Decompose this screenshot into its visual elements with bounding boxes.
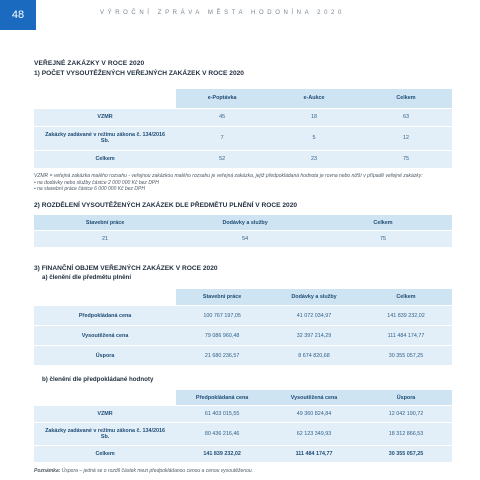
table-header-cell: Předpokládaná cena (176, 390, 268, 405)
row-label: VZMR (34, 108, 176, 126)
row-label: Celkem (34, 445, 176, 462)
table-cell: 45 (176, 108, 268, 126)
table-header-cell: Dodávky a služby (176, 215, 314, 230)
bullet-text: na stavební práce částce 6 000 000 Kč bez DPH (37, 185, 145, 192)
table-cell: 32 397 214,29 (268, 326, 360, 346)
bullet-item: • na dodávky nebo služby částce 2 000 000 Kč bez DPH (34, 179, 159, 186)
table-cell: 23 (268, 150, 360, 168)
bullet-text: na dodávky nebo služby částce 2 000 000 Kč bez DPH (37, 179, 159, 186)
row-label: Zakázky zadávané v režimu zákona č. 134/2016 Sb. (34, 422, 176, 445)
table-row (34, 126, 452, 150)
table-cell: 141 839 232,02 (176, 445, 268, 462)
row-label: Předpokládaná cena (34, 306, 176, 326)
part3b-title: b) členění dle předpokládané hodnoty (42, 376, 154, 384)
table-cell: 54 (176, 230, 314, 247)
table-header-cell (34, 89, 176, 108)
table-header-row (34, 390, 452, 405)
table-header-cell: e-Aukce (268, 89, 360, 108)
table-row (34, 326, 452, 346)
table-row (34, 346, 452, 366)
table-header-cell: Stavební práce (34, 215, 176, 230)
row-label: VZMR (34, 405, 176, 422)
table-row (34, 422, 452, 445)
table-header-row (34, 89, 452, 108)
table-cell: 79 086 960,48 (176, 326, 268, 346)
row-label: Vysoutěžená cena (34, 326, 176, 346)
table-row (34, 445, 452, 462)
footnote-text: Úspora – jedná se o rozdíl částek mezi předpokládanou cenou a cenou vysoutěženou. (60, 467, 254, 474)
table-cell: 75 (360, 150, 452, 168)
vzmr-note: VZMR = veřejná zakázka malého rozsahu - veřejnou zakázkou malého rozsahu je veřejná zakázka, jejíž předpokládaná hodnota je rovna nebo nižší v případě veřejné zakázky: (34, 172, 423, 179)
table-header-cell: Celkem (360, 289, 452, 306)
table-cell: 61 403 015,55 (176, 405, 268, 422)
table-cell: 52 (176, 150, 268, 168)
table-cell: 7 (176, 126, 268, 150)
table-cell: 18 312 866,53 (360, 422, 452, 445)
table-row (34, 405, 452, 422)
part1-title: 1) POČET VYSOUTĚŽENÝCH VEŘEJNÝCH ZAKÁZEK V ROCE 2020 (34, 70, 244, 77)
table-cell: 80 436 216,46 (176, 422, 268, 445)
table-row (34, 150, 452, 168)
row-label: Úspora (34, 346, 176, 366)
table-cell: 49 360 824,84 (268, 405, 360, 422)
table-header-cell: Vysoutěžená cena (268, 390, 360, 405)
part3-title: 3) FINANČNÍ OBJEM VEŘEJNÝCH ZAKÁZEK V ROCE 2020 (34, 264, 218, 272)
running-title: VÝROČNÍ ZPRÁVA MĚSTA HODONÍNA 2020 (100, 10, 345, 16)
table-financial-subject (34, 289, 452, 367)
table-header-cell: Stavební práce (176, 289, 268, 306)
table-cell: 18 (268, 108, 360, 126)
table-header-cell (34, 289, 176, 306)
table-header-cell: Úspora (360, 390, 452, 405)
table-cell: 21 (34, 230, 176, 247)
table-cell: 30 355 057,25 (360, 346, 452, 366)
row-label: Zakázky zadávané v režimu zákona č. 134/2016 Sb. (34, 126, 176, 150)
table-count (34, 89, 452, 169)
bullet-item: • na stavební práce částce 6 000 000 Kč bez DPH (34, 185, 145, 192)
table-cell: 30 355 057,25 (360, 445, 452, 462)
table-header-cell (34, 390, 176, 405)
table-cell: 12 042 190,72 (360, 405, 452, 422)
table-subject (34, 215, 452, 248)
page-number: 48 (0, 0, 36, 30)
table-cell: 5 (268, 126, 360, 150)
table-cell: 41 072 034,97 (268, 306, 360, 326)
table-cell: 21 680 236,57 (176, 346, 268, 366)
section-title: VEŘEJNÉ ZAKÁZKY V ROCE 2020 (34, 60, 145, 67)
table-cell: 8 674 820,68 (268, 346, 360, 366)
table-header-cell: e-Poptávka (176, 89, 268, 108)
table-header-row (34, 289, 452, 306)
table-financial-value (34, 390, 452, 463)
table-cell: 75 (314, 230, 452, 247)
part3a-title: a) členění dle předmětu plnění (42, 273, 132, 281)
part2-title: 2) ROZDĚLENÍ VYSOUTĚŽENÝCH ZAKÁZEK DLE PŘEDMĚTU PLNĚNÍ V ROCE 2020 (34, 202, 298, 210)
row-label: Celkem (34, 150, 176, 168)
table-header-cell: Celkem (314, 215, 452, 230)
footnote (34, 468, 452, 474)
table-cell: 111 484 174,77 (360, 326, 452, 346)
table-row (34, 108, 452, 126)
footnote-label: Poznámka: (34, 467, 61, 474)
table-header-cell: Dodávky a služby (268, 289, 360, 306)
table-cell: 12 (360, 126, 452, 150)
table-cell: 111 484 174,77 (268, 445, 360, 462)
table-header-cell: Celkem (360, 89, 452, 108)
table-header-row (34, 215, 452, 230)
main-content (34, 60, 452, 474)
table-cell: 141 839 232,02 (360, 306, 452, 326)
table-cell: 63 (360, 108, 452, 126)
table-cell: 100 767 197,05 (176, 306, 268, 326)
table-row (34, 306, 452, 326)
table-cell: 62 123 349,93 (268, 422, 360, 445)
table-row (34, 230, 452, 247)
